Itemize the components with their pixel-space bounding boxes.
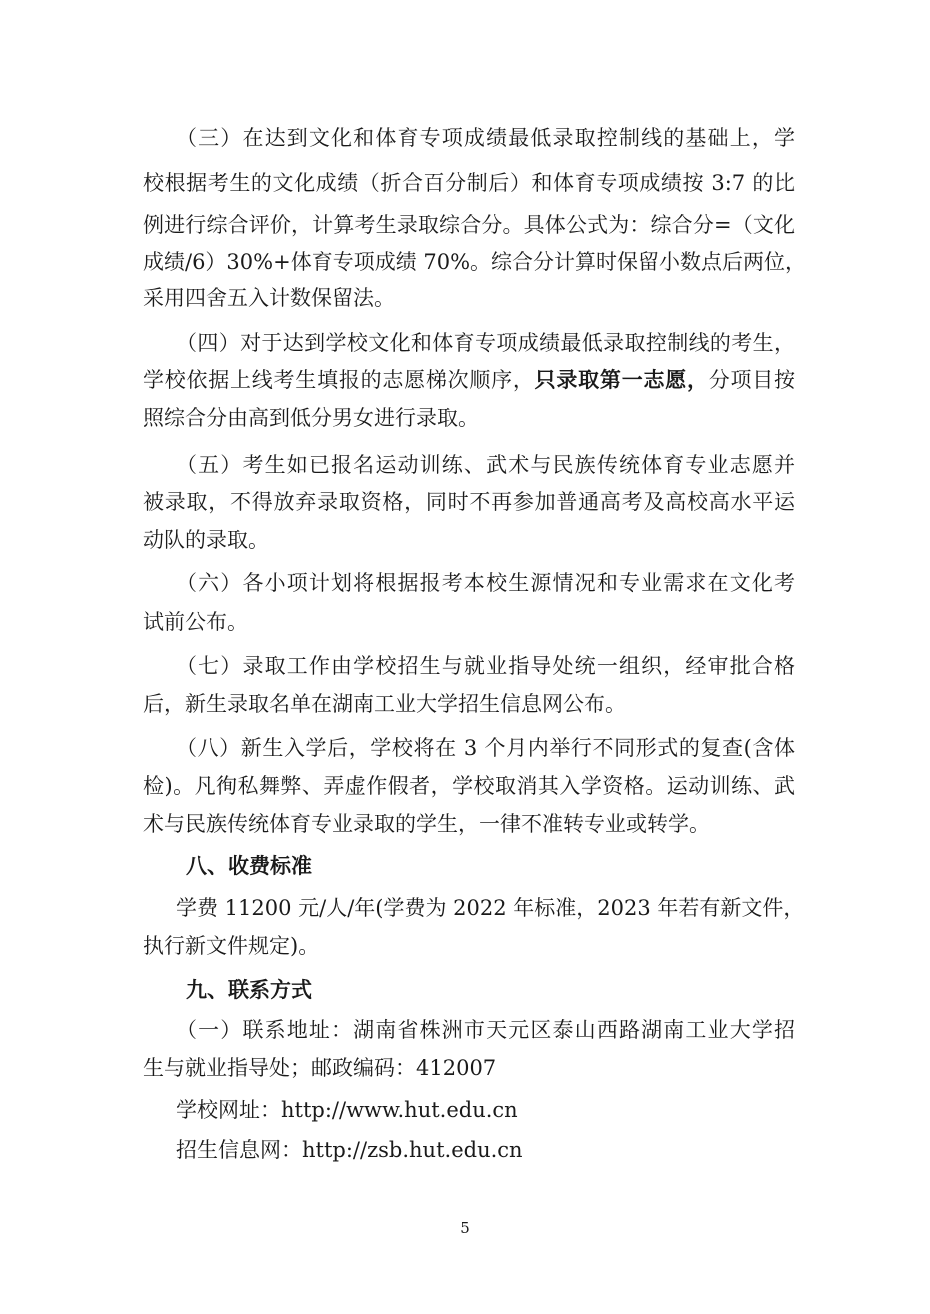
- text-run: 学校依据上线考生填报的志愿梯次顺序，: [143, 368, 535, 392]
- paragraph-3-line: 例进行综合评价，计算考生录取综合分。具体公式为：综合分=（文化: [143, 213, 795, 237]
- contact-address-line: 生与就业指导处；邮政编码：412007: [143, 1056, 497, 1080]
- contact-address-line: （一）联系地址：湖南省株洲市天元区泰山西路湖南工业大学招: [176, 1018, 795, 1042]
- paragraph-6-line: （六）各小项计划将根据报考本校生源情况和专业需求在文化考: [176, 571, 795, 595]
- paragraph-7-line: （七）录取工作由学校招生与就业指导处统一组织，经审批合格: [176, 654, 795, 678]
- school-website-line: 学校网址：http://www.hut.edu.cn: [176, 1098, 518, 1122]
- section-heading-fees: 八、收费标准: [186, 853, 312, 878]
- admissions-website-line: 招生信息网：http://zsb.hut.edu.cn: [176, 1138, 523, 1162]
- fees-line: 学费 11200 元/人/年(学费为 2022 年标准，2023 年若有新文件，: [176, 896, 805, 920]
- bold-emphasis: 只录取第一志愿，: [534, 367, 709, 392]
- paragraph-3-line: （三）在达到文化和体育专项成绩最低录取控制线的基础上，学: [176, 126, 795, 150]
- paragraph-8-line: （八）新生入学后，学校将在 3 个月内举行不同形式的复查(含体: [176, 736, 795, 760]
- paragraph-4-line: 照综合分由高到低分男女进行录取。: [143, 406, 479, 430]
- paragraph-8-line: 检)。凡徇私舞弊、弄虚作假者，学校取消其入学资格。运动训练、武: [143, 774, 795, 798]
- paragraph-3-line: 校根据考生的文化成绩（折合百分制后）和体育专项成绩按 3:7 的比: [143, 171, 795, 195]
- text-run: 分项目按: [708, 368, 796, 392]
- paragraph-4-line: [143, 367, 795, 393]
- paragraph-5-line: 被录取，不得放弃录取资格，同时不再参加普通高考及高校高水平运: [143, 490, 795, 514]
- paragraph-8-line: 术与民族传统体育专业录取的学生，一律不准转专业或转学。: [143, 812, 710, 836]
- page-number: 5: [460, 1219, 470, 1237]
- fees-line: 执行新文件规定)。: [143, 934, 320, 958]
- paragraph-6-line: 试前公布。: [143, 610, 248, 634]
- paragraph-5-line: 动队的录取。: [143, 528, 269, 552]
- paragraph-5-line: （五）考生如已报名运动训练、武术与民族传统体育专业志愿并: [176, 453, 795, 477]
- paragraph-7-line: 后，新生录取名单在湖南工业大学招生信息网公布。: [143, 692, 626, 716]
- section-heading-contact: 九、联系方式: [186, 977, 312, 1002]
- paragraph-3-line: 采用四舍五入计数保留法。: [143, 286, 395, 310]
- paragraph-3-line: 成绩/6）30%+体育专项成绩 70%。综合分计算时保留小数点后两位，: [143, 250, 807, 274]
- paragraph-4-line: （四）对于达到学校文化和体育专项成绩最低录取控制线的考生，: [176, 331, 795, 355]
